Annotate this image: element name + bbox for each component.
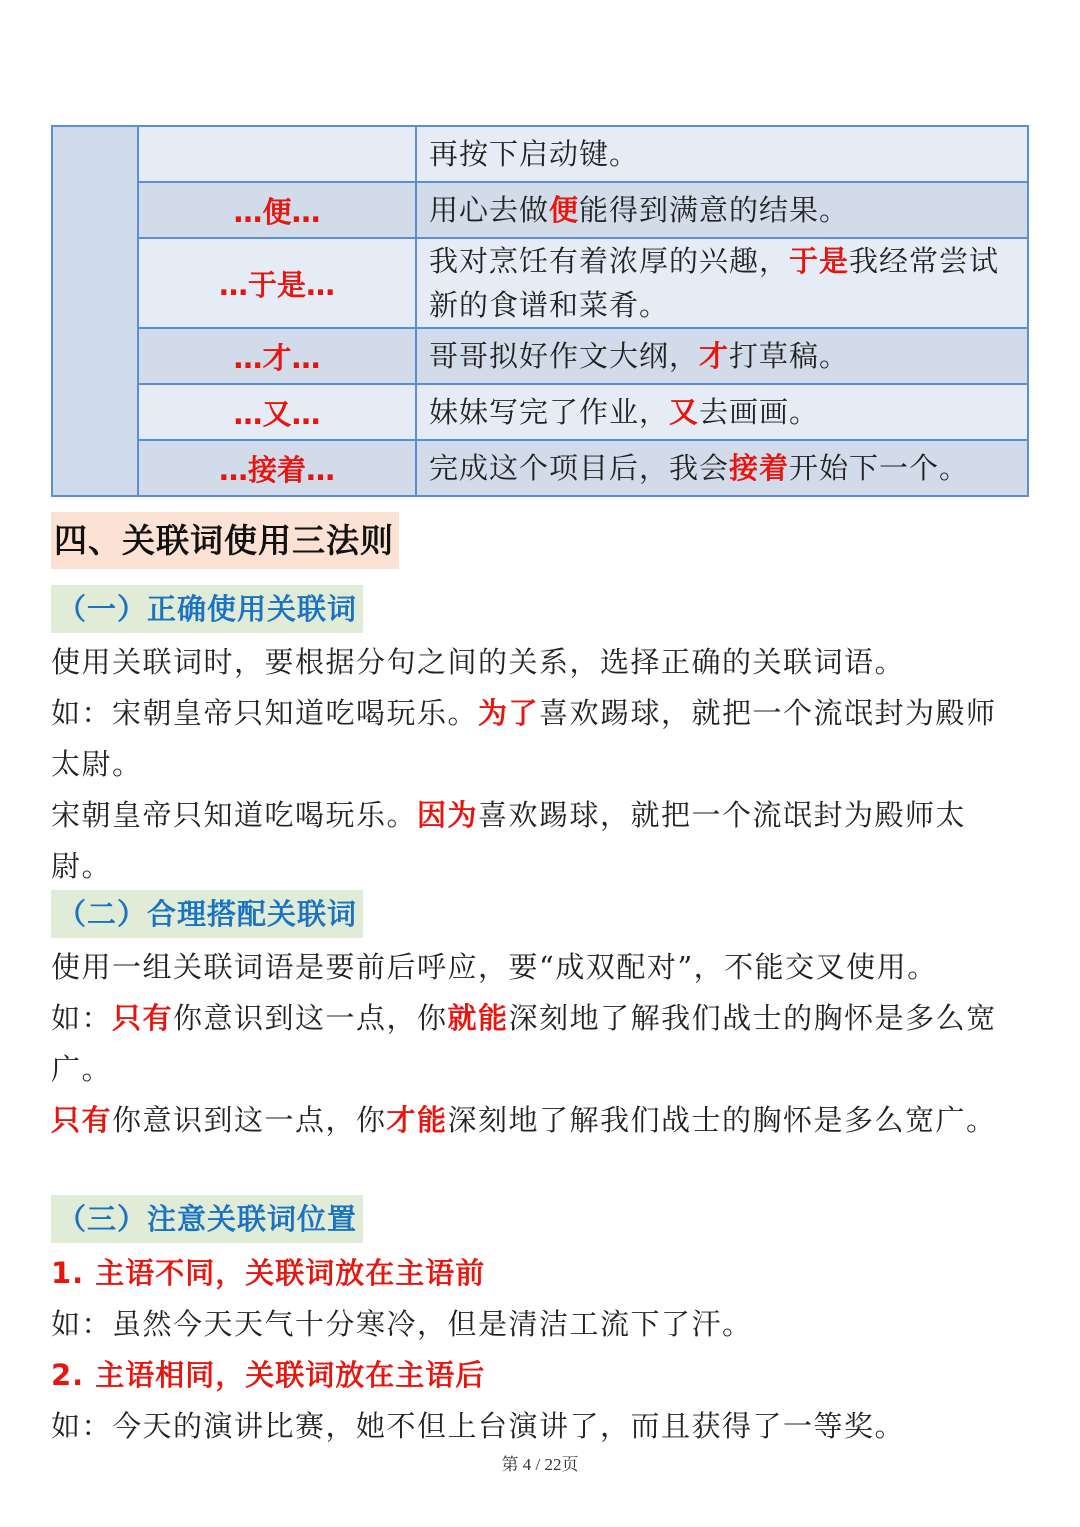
text-segment: 宋朝皇帝只知道吃喝玩乐。 xyxy=(51,798,418,832)
highlight-conjunction: 只有 xyxy=(51,1103,113,1137)
conjunction-word: …于是… xyxy=(218,267,335,302)
text-segment: 深刻地了解我们战士的胸怀是多么宽广。 xyxy=(51,1001,997,1086)
highlight-conjunction: 接着 xyxy=(729,451,790,485)
rule-1: 1. 主语不同，关联词放在主语前 xyxy=(51,1256,486,1290)
page-number: 第 4 / 22页 xyxy=(501,1455,579,1474)
highlight-conjunction: 才能 xyxy=(386,1103,448,1137)
text-segment: 我对烹饪有着浓厚的兴趣， xyxy=(429,244,790,278)
subsection-title-3: （三）注意关联词位置 xyxy=(51,1195,363,1243)
text-segment: 喜欢踢球，就把一个流氓封为殿师太尉。 xyxy=(51,798,967,883)
paragraph xyxy=(51,637,1011,688)
text-segment: 使用一组关联词语是要前后呼应，要“成双配对”，不能交叉使用。 xyxy=(51,950,938,984)
example-paragraph xyxy=(51,993,1011,1095)
table-row xyxy=(52,440,1028,496)
example-cell xyxy=(416,182,1028,238)
example-cell xyxy=(416,328,1028,384)
table-row xyxy=(52,238,1028,328)
text-segment: 你意识到这一点，你 xyxy=(173,1001,448,1035)
highlight-conjunction: 便 xyxy=(549,193,580,227)
conjunction-word: …才… xyxy=(233,340,321,375)
conjunction-cell xyxy=(138,440,416,496)
example-paragraph xyxy=(51,1299,1011,1350)
text-segment: 如：宋朝皇帝只知道吃喝玩乐。 xyxy=(51,696,479,730)
conjunction-word: …便… xyxy=(233,194,321,229)
highlight-conjunction: 为了 xyxy=(478,696,540,730)
highlight-conjunction: 才 xyxy=(699,339,730,373)
example-cell xyxy=(416,440,1028,496)
table-row xyxy=(52,182,1028,238)
text-segment: 深刻地了解我们战士的胸怀是多么宽广。 xyxy=(447,1103,997,1137)
highlight-conjunction: 又 xyxy=(669,395,700,429)
text-segment: 用心去做 xyxy=(429,193,550,227)
conjunction-cell xyxy=(138,328,416,384)
text-segment: 使用关联词时，要根据分句之间的关系，选择正确的关联词语。 xyxy=(51,645,906,679)
text-segment: 我经常尝试新的食谱和菜肴。 xyxy=(429,244,1000,322)
text-segment: 喜欢踢球，就把一个流氓封为殿师太尉。 xyxy=(51,696,997,781)
conjunction-cell xyxy=(138,384,416,440)
conjunction-word: …接着… xyxy=(218,452,335,487)
conjunction-table xyxy=(51,125,1029,497)
text-segment: 如：今天的演讲比赛，她不但上台演讲了，而且获得了一等奖。 xyxy=(51,1409,906,1443)
text-segment: 打草稿。 xyxy=(729,339,850,373)
table-row xyxy=(52,126,1028,182)
section-title: 四、关联词使用三法则 xyxy=(51,512,399,569)
text-segment: 能得到满意的结果。 xyxy=(579,193,850,227)
example-paragraph xyxy=(51,790,1011,892)
highlight-conjunction: 就能 xyxy=(447,1001,509,1035)
text-segment: 开始下一个。 xyxy=(789,451,970,485)
highlight-conjunction: 只有 xyxy=(112,1001,174,1035)
conjunction-cell xyxy=(138,126,416,182)
example-cell xyxy=(416,126,1028,182)
text-segment: 完成这个项目后，我会 xyxy=(429,451,730,485)
text-segment: 你意识到这一点，你 xyxy=(112,1103,387,1137)
example-cell xyxy=(416,238,1028,328)
example-paragraph xyxy=(51,1095,1011,1146)
text-segment: 如： xyxy=(51,1001,113,1035)
conjunction-word: …又… xyxy=(233,396,321,431)
text-segment: 如：虽然今天天气十分寒冷，但是清洁工流下了汗。 xyxy=(51,1307,753,1341)
highlight-conjunction: 于是 xyxy=(789,244,850,278)
example-paragraph xyxy=(51,1401,1011,1452)
highlight-conjunction: 因为 xyxy=(417,798,479,832)
text-segment: 再按下启动键。 xyxy=(429,137,640,171)
example-paragraph xyxy=(51,688,1011,790)
text-segment: 妹妹写完了作业， xyxy=(429,395,670,429)
table-row xyxy=(52,384,1028,440)
subsection-title-1: （一）正确使用关联词 xyxy=(51,585,363,633)
rule-2: 2. 主语相同，关联词放在主语后 xyxy=(51,1358,486,1392)
paragraph xyxy=(51,942,1011,993)
text-segment: 哥哥拟好作文大纲， xyxy=(429,339,700,373)
text-segment: 去画画。 xyxy=(699,395,820,429)
conjunction-cell xyxy=(138,182,416,238)
example-cell xyxy=(416,384,1028,440)
category-cell xyxy=(52,126,138,496)
subsection-title-2: （二）合理搭配关联词 xyxy=(51,890,363,938)
conjunction-cell xyxy=(138,238,416,328)
table-row xyxy=(52,328,1028,384)
